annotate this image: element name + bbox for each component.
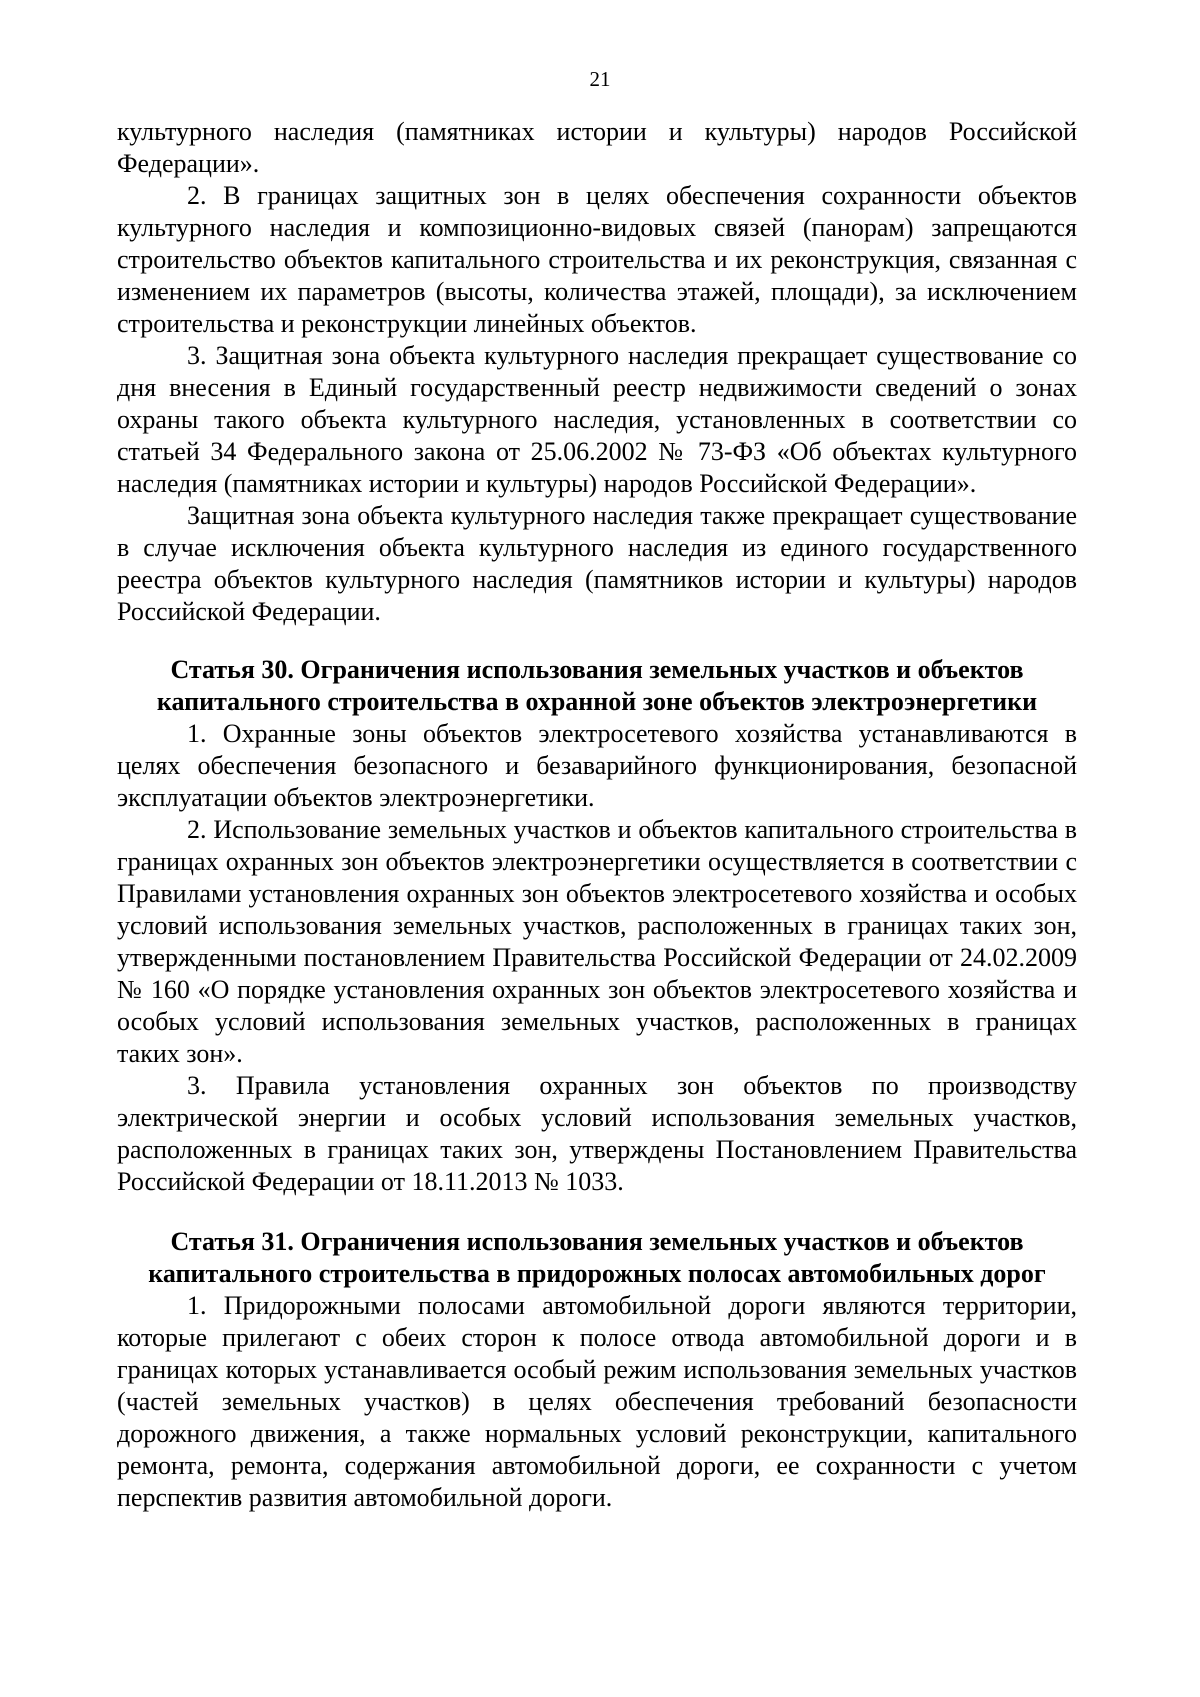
article-31-title-line-1: Статья 31. Ограничения использования земельных участков и объектов [170, 1227, 1024, 1256]
paragraph-intro-4: Защитная зона объекта культурного наследия также прекращает существование в случае исключения объекта культурного наследия из единого государственного реестра объектов культурного наследия (памятников истории и культуры) народов Российской Федерации. [117, 501, 1077, 626]
article-31-heading [117, 1226, 1077, 1290]
article-30-title-line-2: капитального строительства в охранной зоне объектов электроэнергетики [156, 687, 1038, 716]
article-30-paragraph-1: 1. Охранные зоны объектов электросетевого хозяйства устанавливаются в целях обеспечения безопасного и безаварийного функционирования, безопасной эксплуатации объектов электроэнергетики. [117, 719, 1077, 812]
paragraph-intro-2: 2. В границах защитных зон в целях обеспечения сохранности объектов культурного наследия и композиционно-видовых связей (панорам) запрещаются строительство объектов капитального строительства и их реконструкция, связанная с изменением их параметров (высоты, количества этажей, площади), за исключением строительства и реконструкции линейных объектов. [117, 181, 1077, 338]
article-30-paragraph-2: 2. Использование земельных участков и объектов капитального строительства в границах охранных зон объектов электроэнергетики осуществляется в соответствии с Правилами установления охранных зон объектов электросетевого хозяйства и особых условий использования земельных участков, расположенных в границах таких зон, утвержденными постановлением Правительства Российской Федерации от 24.02.2009 № 160 «О порядке установления охранных зон объектов электросетевого хозяйства и особых условий использования земельных участков, расположенных в границах таких зон». [117, 815, 1077, 1068]
article-30-title-line-1: Статья 30. Ограничения использования земельных участков и объектов [170, 655, 1024, 684]
document-body [117, 116, 1077, 1514]
article-30-paragraph-3: 3. Правила установления охранных зон объектов по производству электрической энергии и особых условий использования земельных участков, расположенных в границах таких зон, утверждены Постановлением Правительства Российской Федерации от 18.11.2013 № 1033. [117, 1071, 1077, 1196]
paragraph-intro-3: 3. Защитная зона объекта культурного наследия прекращает существование со дня внесения в Единый государственный реестр недвижимости сведений о зонах охраны такого объекта культурного наследия, установленных в соответствии со статьей 34 Федерального закона от 25.06.2002 № 73-ФЗ «Об объектах культурного наследия (памятниках истории и культуры) народов Российской Федерации». [117, 341, 1077, 498]
article-31-title-line-2: капитального строительства в придорожных полосах автомобильных дорог [148, 1259, 1046, 1288]
article-30-heading [117, 654, 1077, 718]
paragraph-intro-continuation: культурного наследия (памятниках истории и культуры) народов Российской Федерации». [117, 117, 1077, 178]
page-number: 21 [589, 67, 611, 91]
article-31-paragraph-1: 1. Придорожными полосами автомобильной дороги являются территории, которые прилегают с обеих сторон к полосе отвода автомобильной дороги и в границах которых устанавливается особый режим использования земельных участков (частей земельных участков) в целях обеспечения требований безопасности дорожного движения, а также нормальных условий реконструкции, капитального ремонта, ремонта, содержания автомобильной дороги, ее сохранности с учетом перспектив развития автомобильной дороги. [117, 1291, 1077, 1512]
